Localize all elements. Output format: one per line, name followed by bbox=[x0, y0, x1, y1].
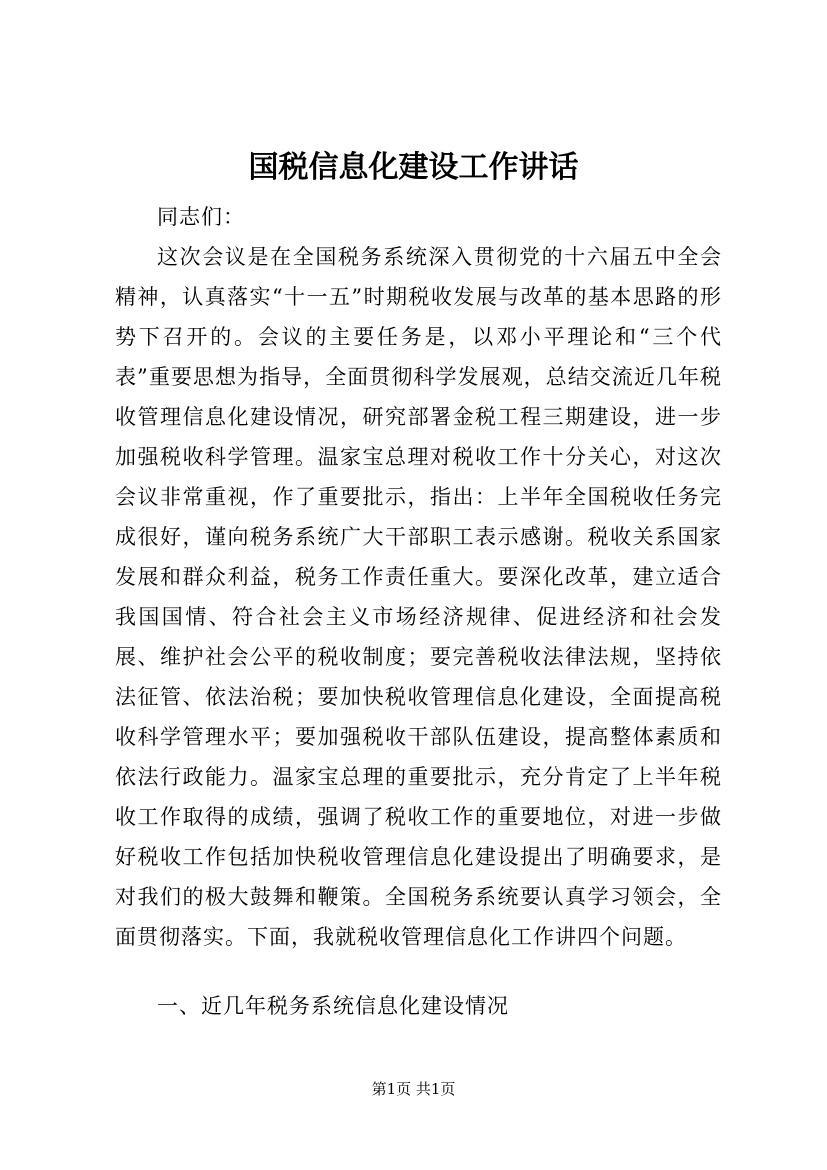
document-title: 国税信息化建设工作讲话 bbox=[248, 150, 579, 185]
paragraph: 这次会议是在全国税务系统深入贯彻党的十六届五中全会精神，认真落实“十一五”时期税收发展与改革的基本思路的形势下召开的。会议的主要任务是，以邓小平理论和“三个代表”重要思想为指导，全面贯彻科学发展观，总结交流近几年税收管理信息化建设情况，研究部署金税工程三期建设，进一步加强税收科学管理。温家宝总理对税收工作十分关心，对这次会议非常重视，作了重要批示，指出：上半年全国税收任务完成很好，谨向税务系统广大干部职工表示感谢。税收关系国家发展和群众利益，税务工作责任重大。要深化改革，建立适合我国国情、符合社会主义市场经济规律、促进经济和社会发展、维护社会公平的税收制度；要完善税收法律法规，坚持依法征管、依法治税；要加快税收管理信息化建设，全面提高税收科学管理水平；要加强税收干部队伍建设，提高整体素质和依法行政能力。温家宝总理的重要批示，充分肯定了上半年税收工作取得的成绩，强调了税收工作的重要地位，对进一步做好税收工作包括加快税收管理信息化建设提出了明确要求，是对我们的极大鼓舞和鞭策。全国税务系统要认真学习领会，全面贯彻落实。下面，我就税收管理信息化工作讲四个问题。 bbox=[115, 245, 722, 949]
section-heading: 一、近几年税务系统信息化建设情况 bbox=[157, 994, 509, 1018]
page-footer: 第1页 共1页 bbox=[371, 1080, 456, 1098]
document-body bbox=[115, 197, 722, 957]
salutation: 同志们： bbox=[157, 205, 245, 229]
